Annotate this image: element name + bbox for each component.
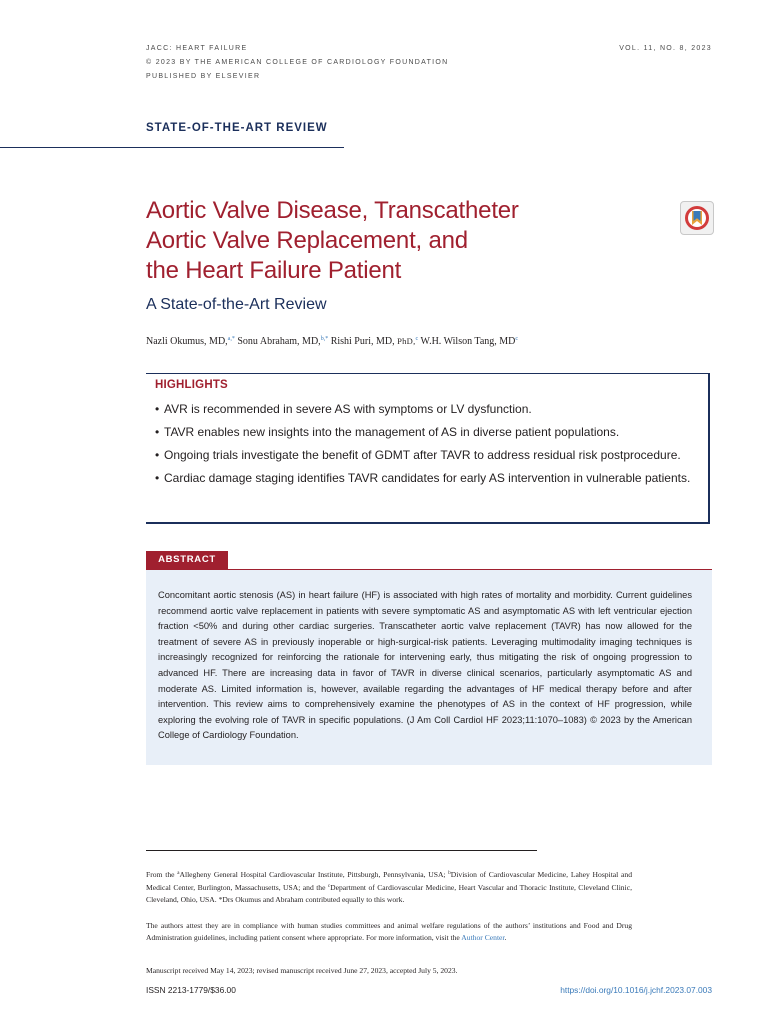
title-line: Aortic Valve Disease, Transcatheter — [146, 197, 519, 224]
compliance-end: . — [504, 933, 507, 942]
affiliation-intro: From the — [146, 870, 178, 879]
abstract-label: ABSTRACT — [146, 551, 228, 569]
author-affiliation-mark: c — [515, 336, 519, 342]
equal-contribution-note: *Drs Okumus and Abraham contributed equally to this work. — [218, 895, 405, 904]
author-list — [146, 336, 518, 347]
author-center-link[interactable]: Author Center — [461, 933, 505, 942]
highlight-item: • TAVR enables new insights into the management of AS in diverse patient populations. — [155, 425, 707, 440]
crossmark-graphic — [681, 202, 713, 234]
affiliation-mark: c — [327, 884, 331, 889]
highlight-item: • Cardiac damage staging identifies TAVR candidates for early AS intervention in vulnerable patients. — [155, 471, 707, 486]
highlight-item: • Ongoing trials investigate the benefit of GDMT after TAVR to address residual risk postprocedure. — [155, 448, 707, 463]
doi-link[interactable]: https://doi.org/10.1016/j.jchf.2023.07.003 — [560, 985, 712, 995]
author-name: W.H. Wilson Tang, MD — [420, 336, 516, 347]
compliance-footnote — [146, 920, 632, 944]
manuscript-dates: Manuscript received May 14, 2023; revised manuscript received June 27, 2023, accepted July 5, 2023. — [146, 966, 458, 975]
highlights-list — [155, 402, 707, 494]
author-affiliation-mark: c — [415, 336, 419, 342]
publisher-line: PUBLISHED BY ELSEVIER — [146, 73, 261, 80]
copyright-line: © 2023 BY THE AMERICAN COLLEGE OF CARDIOLOGY FOUNDATION — [146, 59, 449, 66]
issn: ISSN 2213-1779/$36.00 — [146, 985, 236, 995]
author-name: Sonu Abraham, MD, — [237, 336, 321, 347]
affiliation-mark: b — [448, 871, 451, 876]
title-line: the Heart Failure Patient — [146, 257, 402, 284]
affiliation-mark: a — [177, 871, 180, 876]
highlight-item: • AVR is recommended in severe AS with symptoms or LV dysfunction. — [155, 402, 707, 417]
author-name: Nazli Okumus, MD, — [146, 336, 228, 347]
compliance-text: The authors attest they are in compliance with human studies committees and animal welfare regulations of the authors’ institutions and Food and Drug Administration guidelines, including patient consent where appropriate. For more information, visit the — [146, 921, 632, 942]
article-subtitle: A State-of-the-Art Review — [146, 296, 327, 313]
article-type-rule — [0, 147, 344, 148]
affiliation-a: Allegheny General Hospital Cardiovascular Institute, Pittsburgh, Pennsylvania, USA; — [179, 870, 449, 879]
article-type-label: STATE-OF-THE-ART REVIEW — [146, 122, 328, 134]
highlights-heading: HIGHLIGHTS — [155, 379, 228, 391]
running-header-left — [146, 42, 449, 84]
affiliation-b: Division of Cardiovascular Medicine, Lahey Hospital and Medical Center, Burlington, Massachusetts, USA; and the — [146, 870, 632, 892]
article-title — [146, 196, 626, 286]
author-name: Rishi Puri, MD, — [330, 336, 398, 347]
journal-name: JACC: HEART FAILURE — [146, 45, 248, 52]
affiliations-footnote — [146, 868, 632, 906]
author-affiliation-mark: a,* — [227, 336, 235, 342]
volume-issue: VOL. 11, NO. 8, 2023 — [619, 45, 712, 52]
author-affiliation-mark: b,* — [320, 336, 329, 342]
abstract-text: Concomitant aortic stenosis (AS) in heart failure (HF) is associated with high rates of mortality and morbidity. Current guidelines recommend aortic valve replacement in patients with severe symptomatic AS and asymptomatic AS with left ventricular ejection fraction <50% and during other cardiac surgeries. Transcatheter aortic valve replacement (TAVR) has now allowed for the treatment of severe AS in previously inoperable or high-surgical-risk patients. Leveraging multimodality imaging techniques is increasingly recognized for reinforcing the rationale for intervening early, thus mitigating the risk of ongoing progression to advanced HF. There are increasing data in favor of TAVR in diverse clinical scenarios, particularly asymptomatic AS and moderate AS. Limited information is, however, available regarding the advantages of HF medical therapy before and after intervention. This review aims to comprehensively examine the phenotypes of AS in the context of HF progression, while exploring the evolving role of TAVR in specific populations. (J Am Coll Cardiol HF 2023;11:1070–1083) © 2023 by the American College of Cardiology Foundation. — [158, 590, 692, 741]
footnote-rule — [146, 850, 537, 851]
author-degree: PhD, — [397, 336, 416, 346]
affiliation-c: Department of Cardiovascular Medicine, Heart Vascular and Thoracic Institute, Cleveland Clinic, Cleveland, Ohio, USA. — [146, 883, 632, 904]
crossmark-badge-icon[interactable] — [680, 201, 714, 235]
title-line: Aortic Valve Replacement, and — [146, 227, 468, 254]
